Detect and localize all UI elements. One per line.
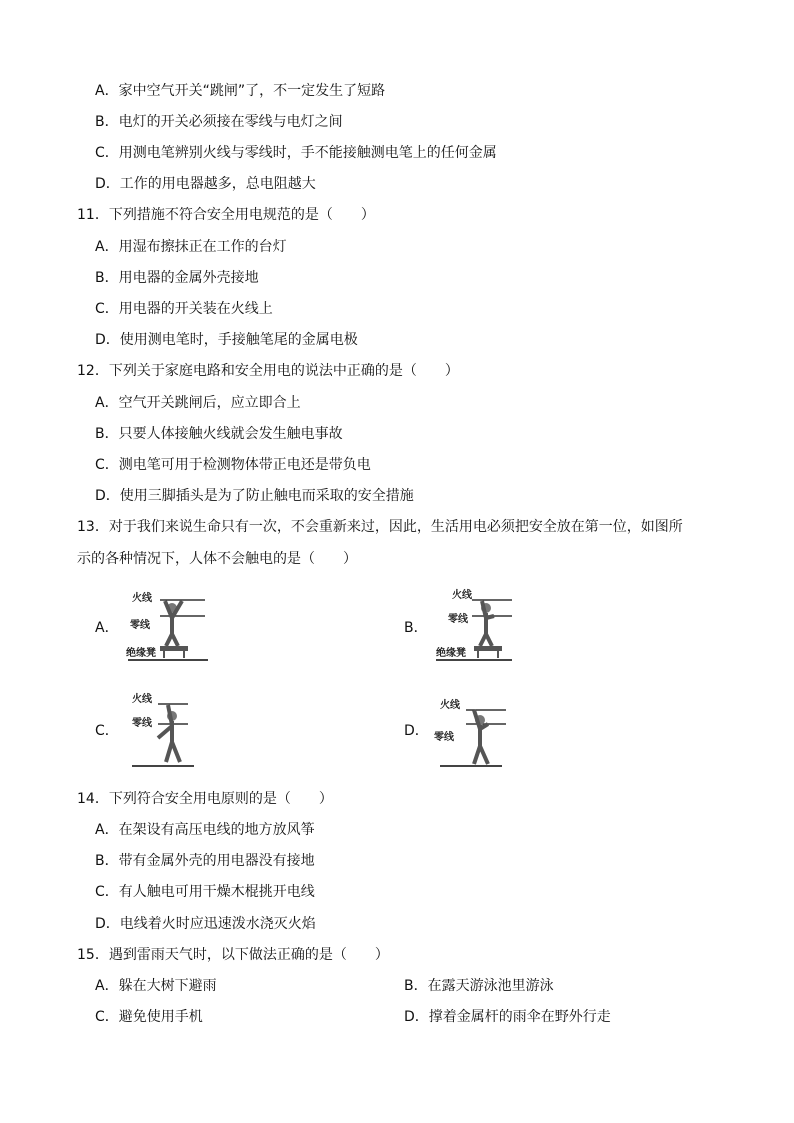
q11-option-a: A．用湿布擦抹正在工作的台灯	[95, 239, 287, 255]
q13-a-live-label: 火线	[132, 593, 152, 604]
q10-option-a: A．家中空气开关“跳闸”了，不一定发生了短路	[95, 83, 386, 99]
q13-d-neutral-label: 零线	[434, 732, 454, 743]
q13-b-neutral-label: 零线	[448, 614, 468, 625]
q14-option-b: B．带有金属外壳的用电器没有接地	[95, 853, 315, 869]
q13-figure-a-label: A．	[95, 620, 119, 636]
q11-option-b: B．用电器的金属外壳接地	[95, 270, 259, 286]
q12-option-c: C．测电笔可用于检测物体带正电还是带负电	[95, 457, 371, 473]
q15-option-b: B．在露天游泳池里游泳	[404, 978, 554, 994]
q13-a-neutral-label: 零线	[130, 620, 150, 631]
q13-figure-b-label: B．	[404, 620, 428, 636]
q13-figure-c	[128, 690, 208, 774]
q13-figure-d	[430, 694, 510, 778]
q15-stem: 15．遇到雷雨天气时，以下做法正确的是（ ）	[77, 947, 389, 963]
q15-option-a: A．躲在大树下避雨	[95, 978, 217, 994]
q13-d-live-label: 火线	[440, 700, 460, 711]
q13-stem-line1: 13．对于我们来说生命只有一次，不会重新来过，因此，生活用电必须把安全放在第一位，如图所	[77, 519, 683, 535]
q13-a-stool-label: 绝缘凳	[126, 648, 156, 659]
q13-stem-line2: 示的各种情况下，人体不会触电的是（ ）	[77, 551, 357, 567]
q14-option-a: A．在架设有高压电线的地方放风筝	[95, 822, 315, 838]
q15-option-c: C．避免使用手机	[95, 1009, 203, 1025]
q13-figure-a	[120, 586, 210, 670]
q13-c-live-label: 火线	[132, 694, 152, 705]
q13-figure-d-label: D．	[404, 723, 429, 739]
q12-stem: 12．下列关于家庭电路和安全用电的说法中正确的是（ ）	[77, 363, 459, 379]
q10-option-b: B．电灯的开关必须接在零线与电灯之间	[95, 114, 343, 130]
q12-option-a: A．空气开关跳闸后，应立即合上	[95, 395, 301, 411]
q11-stem: 11．下列措施不符合安全用电规范的是（ ）	[77, 207, 375, 223]
q13-b-live-label: 火线	[452, 590, 472, 601]
q10-option-d: D．工作的用电器越多，总电阻越大	[95, 176, 316, 192]
q14-option-c: C．有人触电可用干燥木棍挑开电线	[95, 884, 315, 900]
q11-option-d: D．使用测电笔时，手接触笔尾的金属电极	[95, 332, 358, 348]
q14-stem: 14．下列符合安全用电原则的是（ ）	[77, 791, 333, 807]
q10-option-c: C．用测电笔辨别火线与零线时，手不能接触测电笔上的任何金属	[95, 145, 497, 161]
q13-figure-c-label: C．	[95, 723, 119, 739]
q13-b-stool-label: 绝缘凳	[436, 648, 466, 659]
q15-option-d: D．撑着金属杆的雨伞在野外行走	[404, 1009, 611, 1025]
q14-option-d: D．电线着火时应迅速泼水浇灭火焰	[95, 916, 316, 932]
q13-figure-b	[432, 586, 522, 670]
q12-option-b: B．只要人体接触火线就会发生触电事故	[95, 426, 343, 442]
q13-c-neutral-label: 零线	[132, 718, 152, 729]
q12-option-d: D．使用三脚插头是为了防止触电而采取的安全措施	[95, 488, 414, 504]
q11-option-c: C．用电器的开关装在火线上	[95, 301, 273, 317]
